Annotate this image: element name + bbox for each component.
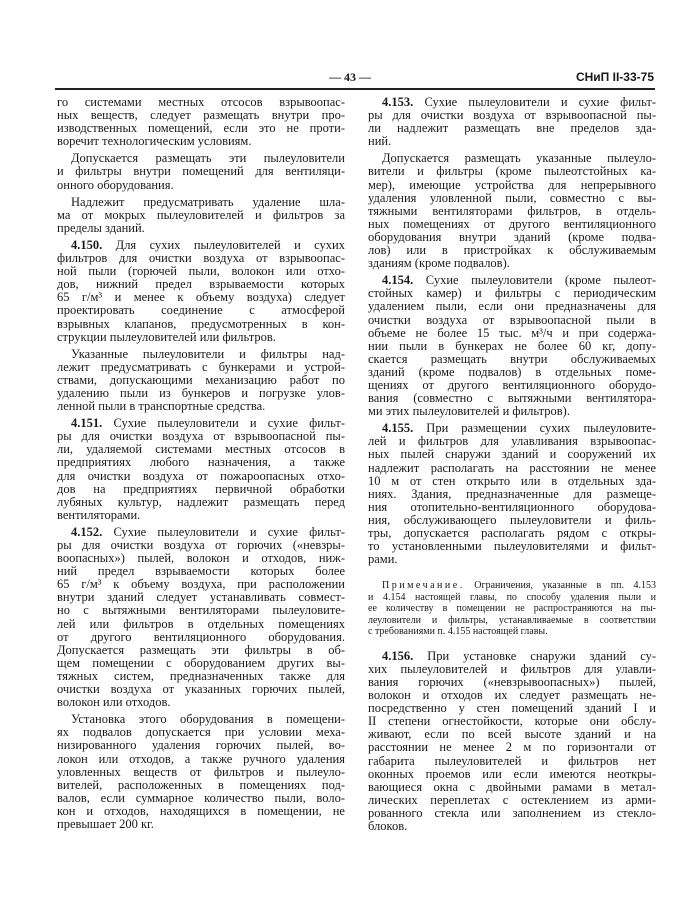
line-text: ний. [368, 134, 392, 149]
note-text: с требованиями п. 4.155 настоящей главы. [368, 626, 548, 638]
line-text: превышает 200 кг. [57, 816, 154, 831]
line-text: ры для очистки воздуха от взрывоопасной пы- [57, 429, 345, 444]
note-line [368, 626, 656, 638]
line-text: ния, обслуживающего пылеуловители и филь- [368, 512, 656, 527]
note-text: ее количеству в помещении не распространяются на пы- [368, 603, 656, 615]
line-text: удаления уловленной пыли, совместно с вы- [368, 190, 656, 205]
clause-number: 4.155. [382, 421, 414, 436]
line-text: фильтров для очистки воздуха от взрывоопас- [57, 251, 345, 266]
text-line [57, 222, 345, 235]
note [368, 580, 656, 638]
paragraph [368, 152, 656, 270]
right-column [368, 96, 656, 837]
text-line [57, 818, 345, 831]
line-text: взрывных клапанов, предусмотренных в кон- [57, 316, 345, 331]
line-text: II степени огнестойкости, которые они обслу- [368, 714, 656, 729]
line-text: очистки воздуха от указанных горючих пылей, [57, 682, 345, 697]
text-line [368, 405, 656, 418]
paragraph [57, 713, 345, 831]
left-column [57, 96, 345, 835]
line-text: Сухие пылеуловители и сухие фильт- [113, 524, 345, 539]
line-text: воопасных») пылей, волокон и отходов, ниж- [57, 551, 345, 566]
line-text: мер), имеющие устройства для непрерывного [368, 177, 656, 192]
line-text: ния отопительно-вентиляционного оборудова- [368, 499, 656, 514]
line-text: рованного стекла или заполнением из стекло- [368, 805, 656, 820]
line-text: ма от мокрых пылеуловителей и фильтров за [57, 207, 345, 222]
line-text: Указанные пылеуловители и фильтры над- [71, 346, 345, 361]
line-text: щем помещении с оборудованием других вы- [57, 655, 345, 670]
line-text: При установке снаружи зданий су- [427, 648, 656, 663]
line-text: Для сухих пылеуловителей и сухих [115, 237, 345, 252]
text-line [368, 820, 656, 833]
line-text: изводственных помещений, если это не проти- [57, 121, 345, 136]
line-text: го системами местных отсосов взрывоопас- [57, 95, 345, 109]
clause-number: 4.151. [71, 416, 103, 431]
line-text: ях подвалов допускается при условии меха- [57, 725, 345, 740]
line-text: но с вытяжными вентиляторами пылеуловите- [57, 603, 345, 618]
line-text: то установленными пылеуловителями и фильт- [368, 539, 656, 554]
line-text: блоков. [368, 819, 408, 833]
line-text: живают, если по всей высоте зданий и на [368, 727, 656, 742]
line-text: ных помещениях от другого вентиляционного [368, 216, 656, 231]
line-text: пределы зданий. [57, 220, 145, 235]
paragraph [368, 274, 656, 418]
line-text: ленной пыли в транспортные средства. [57, 399, 266, 414]
text-line [368, 122, 656, 135]
text-line [57, 509, 345, 522]
clause-number: 4.152. [71, 524, 103, 539]
line-text: зданиям (кроме подвалов). [368, 256, 510, 271]
line-text: вания горючих («невзрывоопасных») пылей, [368, 674, 656, 689]
line-text: стойных камер) и фильтры с периодическим [368, 286, 656, 301]
line-text: лубяных культур, надлежит размещать перед [57, 494, 345, 509]
note-label: Примечание. [382, 580, 465, 592]
line-text: ли надлежит размещать вне пределов зда- [368, 121, 656, 136]
line-text: зданий (кроме подвалов) в отдельных поме- [368, 364, 656, 379]
line-text: ры для очистки воздуха от взрывоопасной пы- [368, 108, 656, 123]
line-text: низированного удаления горючих пылей, во- [57, 738, 345, 753]
line-text: ной пыли (горючей пыли, волокон или отхо- [57, 264, 345, 279]
line-text: объеме не более 15 тыс. м³/ч и при содержа- [368, 325, 656, 340]
document-code: СНиП II-33-75 [575, 70, 654, 84]
line-text: вителей, расположенных в помещениях под- [57, 777, 345, 792]
line-text: струкции пылеуловителей или фильтров. [57, 329, 276, 344]
line-text: удалению пыли из бункеров и погрузке улов- [57, 385, 345, 400]
line-text: волокон и отходов их следует размещать не- [368, 688, 656, 703]
line-text: ствами, допускающими механизацию работ по [57, 372, 345, 387]
paragraph [57, 348, 345, 413]
clause-number: 4.154. [382, 273, 414, 288]
line-text: воречит технологическим условиям. [57, 134, 252, 149]
line-text: Допускается размещать указанные пылеуло- [382, 151, 656, 166]
text-line [57, 696, 345, 709]
line-text: посредственно у стен помещений зданий I и [368, 701, 656, 716]
note-text: и 4.154 настоящей главы, по способу удаления пыли и [368, 591, 656, 603]
line-text: При размещении сухих пылеуловите- [426, 421, 656, 436]
line-text: вентиляторами. [57, 507, 141, 522]
text-line [368, 540, 656, 553]
line-text: волокон или отходов. [57, 695, 171, 710]
paragraph [57, 417, 345, 522]
line-text: локон или отходов, а также ручного удаления [57, 751, 345, 766]
line-text: лов) или в пристройках к обслуживаемым [368, 243, 656, 258]
line-text: Надлежит предусматривать удаление шла- [71, 194, 345, 209]
paragraph [57, 96, 345, 148]
clause-number: 4.153. [382, 95, 414, 109]
paragraph [57, 526, 345, 709]
line-text: скается размещать внутри обслуживаемых [368, 351, 656, 366]
line-text: Сухие пылеуловители и сухие фильт- [424, 95, 656, 109]
line-text: 65 г/м³ к объему воздуха, при расположении [57, 577, 345, 592]
line-text: ний предел взрываемости которых более [57, 564, 345, 579]
line-text: ных веществ, следует размещать внутри про- [57, 108, 345, 123]
paragraph [368, 422, 656, 566]
line-text: 65 г/м³ и менее к объему воздуха) следует [57, 290, 345, 305]
line-text: надлежит располагать на расстоянии не менее [368, 460, 656, 475]
line-text: щениях от другого вентиляционного оборудо- [368, 377, 656, 392]
header-rule [55, 88, 655, 90]
line-text: ных пылей снаружи зданий и сооружений их [368, 447, 656, 462]
line-text: лических переплетах с остеклением из арми- [368, 792, 656, 807]
line-text: проектировать соединение с атмосферой [57, 303, 345, 318]
line-text: оборудования внутри зданий (кроме подва- [368, 229, 656, 244]
line-text: уловленных веществ от фильтров и пылеуло- [57, 764, 345, 779]
line-text: ми этих пылеуловителей и фильтров). [368, 404, 570, 419]
line-text: лей и фильтров для улавливания взрывоопас- [368, 434, 656, 449]
text-line [368, 553, 656, 566]
text-line [57, 400, 345, 413]
line-text: тры, допускается располагать рядом с откры- [368, 526, 656, 540]
line-text: и фильтры внутри помещений для вентиляци- [57, 164, 345, 179]
line-text: расстоянии не менее 2 м по горизонтали от [368, 740, 656, 755]
text-line [368, 135, 656, 148]
line-text: габарита пылеуловителей и фильтров нет [368, 753, 656, 768]
text-line [57, 331, 345, 344]
note-line [368, 580, 656, 592]
line-text: Установка этого оборудования в помещени- [71, 712, 345, 727]
line-text: хих пылеуловителей и фильтров для улавли- [368, 661, 656, 676]
note-line [368, 615, 656, 627]
note-line [368, 592, 656, 604]
line-text: лей или фильтров в отдельных помещениях [57, 616, 345, 631]
note-text: леуловители и фильтры, устанавливаемые в соответствии [368, 614, 656, 626]
line-text: Сухие пылеуловители и сухие фильт- [113, 416, 345, 431]
text-line [57, 135, 345, 148]
paragraph [57, 239, 345, 344]
line-text: ры для очистки воздуха от горючих («невзры- [57, 538, 345, 552]
line-text: дов на предприятиях первичной обработки [57, 481, 345, 496]
line-text: Сухие пылеуловители (кроме пылеот- [425, 273, 656, 288]
line-text: кон и отходов, находящихся в помещении, не [57, 803, 345, 818]
line-text: 10 м от стен открыто или в отдельных зда- [368, 473, 656, 488]
line-text: ли, удаляемой системами местных отсосов в [57, 442, 345, 457]
line-text: нии пыли в бункерах не более 60 кг, допу- [368, 338, 656, 353]
clause-number: 4.150. [71, 237, 103, 252]
line-text: удалением пыли, если они предназначены для [368, 299, 656, 314]
line-text: для очистки воздуха от пожароопасных отхо- [57, 468, 345, 483]
line-text: оконных проемов или если имеются неоткры- [368, 766, 656, 781]
note-text: Ограничения, указанные в пп. 4.153 [474, 580, 656, 592]
line-text: вители и фильтры (кроме пылеотстойных ка- [368, 164, 656, 179]
page-number: — 43 — [329, 70, 371, 84]
paragraph [368, 650, 656, 833]
paragraph [368, 96, 656, 148]
line-text: лежит предусматривать с бункерами и устрой- [57, 359, 345, 374]
line-text: предприятиях любого назначения, а также [57, 455, 345, 470]
line-text: вания (совместно с вытяжными вентилятора- [368, 391, 656, 406]
line-text: тяжных систем, предназначенных также для [57, 668, 345, 683]
line-text: от другого вентиляционного оборудования. [57, 629, 345, 644]
note-line [368, 603, 656, 615]
line-text: дов, нижний предел взрываемости которых [57, 277, 345, 292]
line-text: рами. [368, 552, 398, 567]
line-text: Допускается размещать эти пылеуловители [71, 151, 345, 166]
line-text: валов, если суммарное количество пыли, воло- [57, 790, 345, 805]
line-text: Допускается размещать эти фильтры в об- [57, 642, 345, 657]
paragraph [57, 152, 345, 191]
line-text: внутри зданий следует устанавливать совмест- [57, 590, 345, 605]
line-text: тяжными вентиляторами фильтров, в отдель- [368, 203, 656, 218]
line-text: очистки воздуха от взрывоопасной пыли в [368, 312, 656, 327]
text-line [368, 807, 656, 820]
line-text: вающиеся окна с двойными рамами в метал- [368, 779, 656, 794]
clause-number: 4.156. [382, 648, 414, 663]
line-text: ниях. Здания, предназначенные для размеще- [368, 486, 656, 501]
text-line [368, 257, 656, 270]
text-line [57, 179, 345, 192]
paragraph [57, 196, 345, 235]
line-text: онного оборудования. [57, 177, 174, 192]
